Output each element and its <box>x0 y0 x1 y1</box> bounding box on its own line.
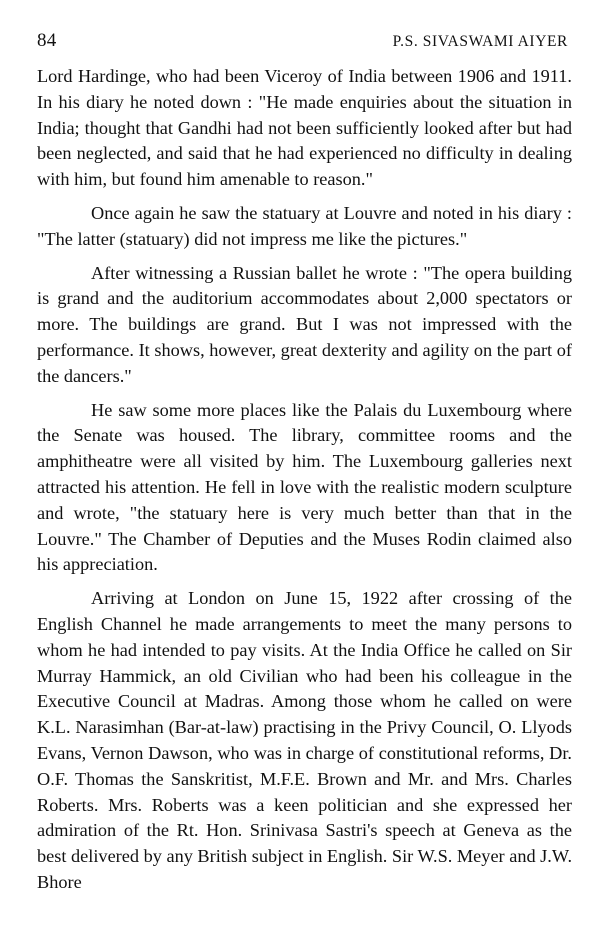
paragraph: Arriving at London on June 15, 1922 after crossing of the English Channel he made arrangements to meet the many persons to whom he had intended to pay visits. At the India Office he called on Sir Murray Hammick, an old Civilian who had been his colleague in the Executive Council at Madras. Among those whom he called on were K.L. Narasimhan (Bar-at-law) practising in the Privy Council, O. Llyods Evans, Vernon Dawson, who was in charge of constitutional reforms, Dr. O.F. Thomas the Sanskritist, M.F.E. Brown and Mr. and Mrs. Charles Roberts. Mrs. Roberts was a keen politician and she expressed her admiration of the Rt. Hon. Srinivasa Sastri's speech at Geneva as the best delivered by any British subject in English. Sir W.S. Meyer and J.W. Bhore <box>37 588 573 892</box>
body-text <box>37 64 572 896</box>
page-number: 84 <box>37 30 57 51</box>
paragraph: He saw some more places like the Palais du Luxembourg where the Senate was housed. The library, committee rooms and the amphitheatre were all visited by him. The Luxembourg galleries next attracted his attention. He fell in love with the realistic modern sculpture and wrote, "the statuary here is very much better than that in the Louvre." The Chamber of Deputies and the Muses Rodin claimed also his appreciation. <box>37 399 572 575</box>
paragraph: Lord Hardinge, who had been Viceroy of India between 1906 and 1911. In his diary he noted down : "He made enquiries about the situation in India; thought that Gandhi had not been sufficiently looked after but had been neglected, and said that he had experienced no difficulty in dealing with him, but found him amenable to reason." <box>37 66 572 190</box>
paragraph: After witnessing a Russian ballet he wrote : "The opera building is grand and the auditorium accommodates about 2,000 spectators or more. The buildings are grand. But I was not impressed with the performance. It shows, however, great dexterity and agility on the part of the dancers." <box>37 262 572 386</box>
running-header <box>37 30 572 62</box>
running-title: P.S. SIVASWAMI AIYER <box>392 33 568 50</box>
paragraph: Once again he saw the statuary at Louvre and noted in his diary : "The latter (statuary) did not impress me like the pictures." <box>37 202 572 249</box>
